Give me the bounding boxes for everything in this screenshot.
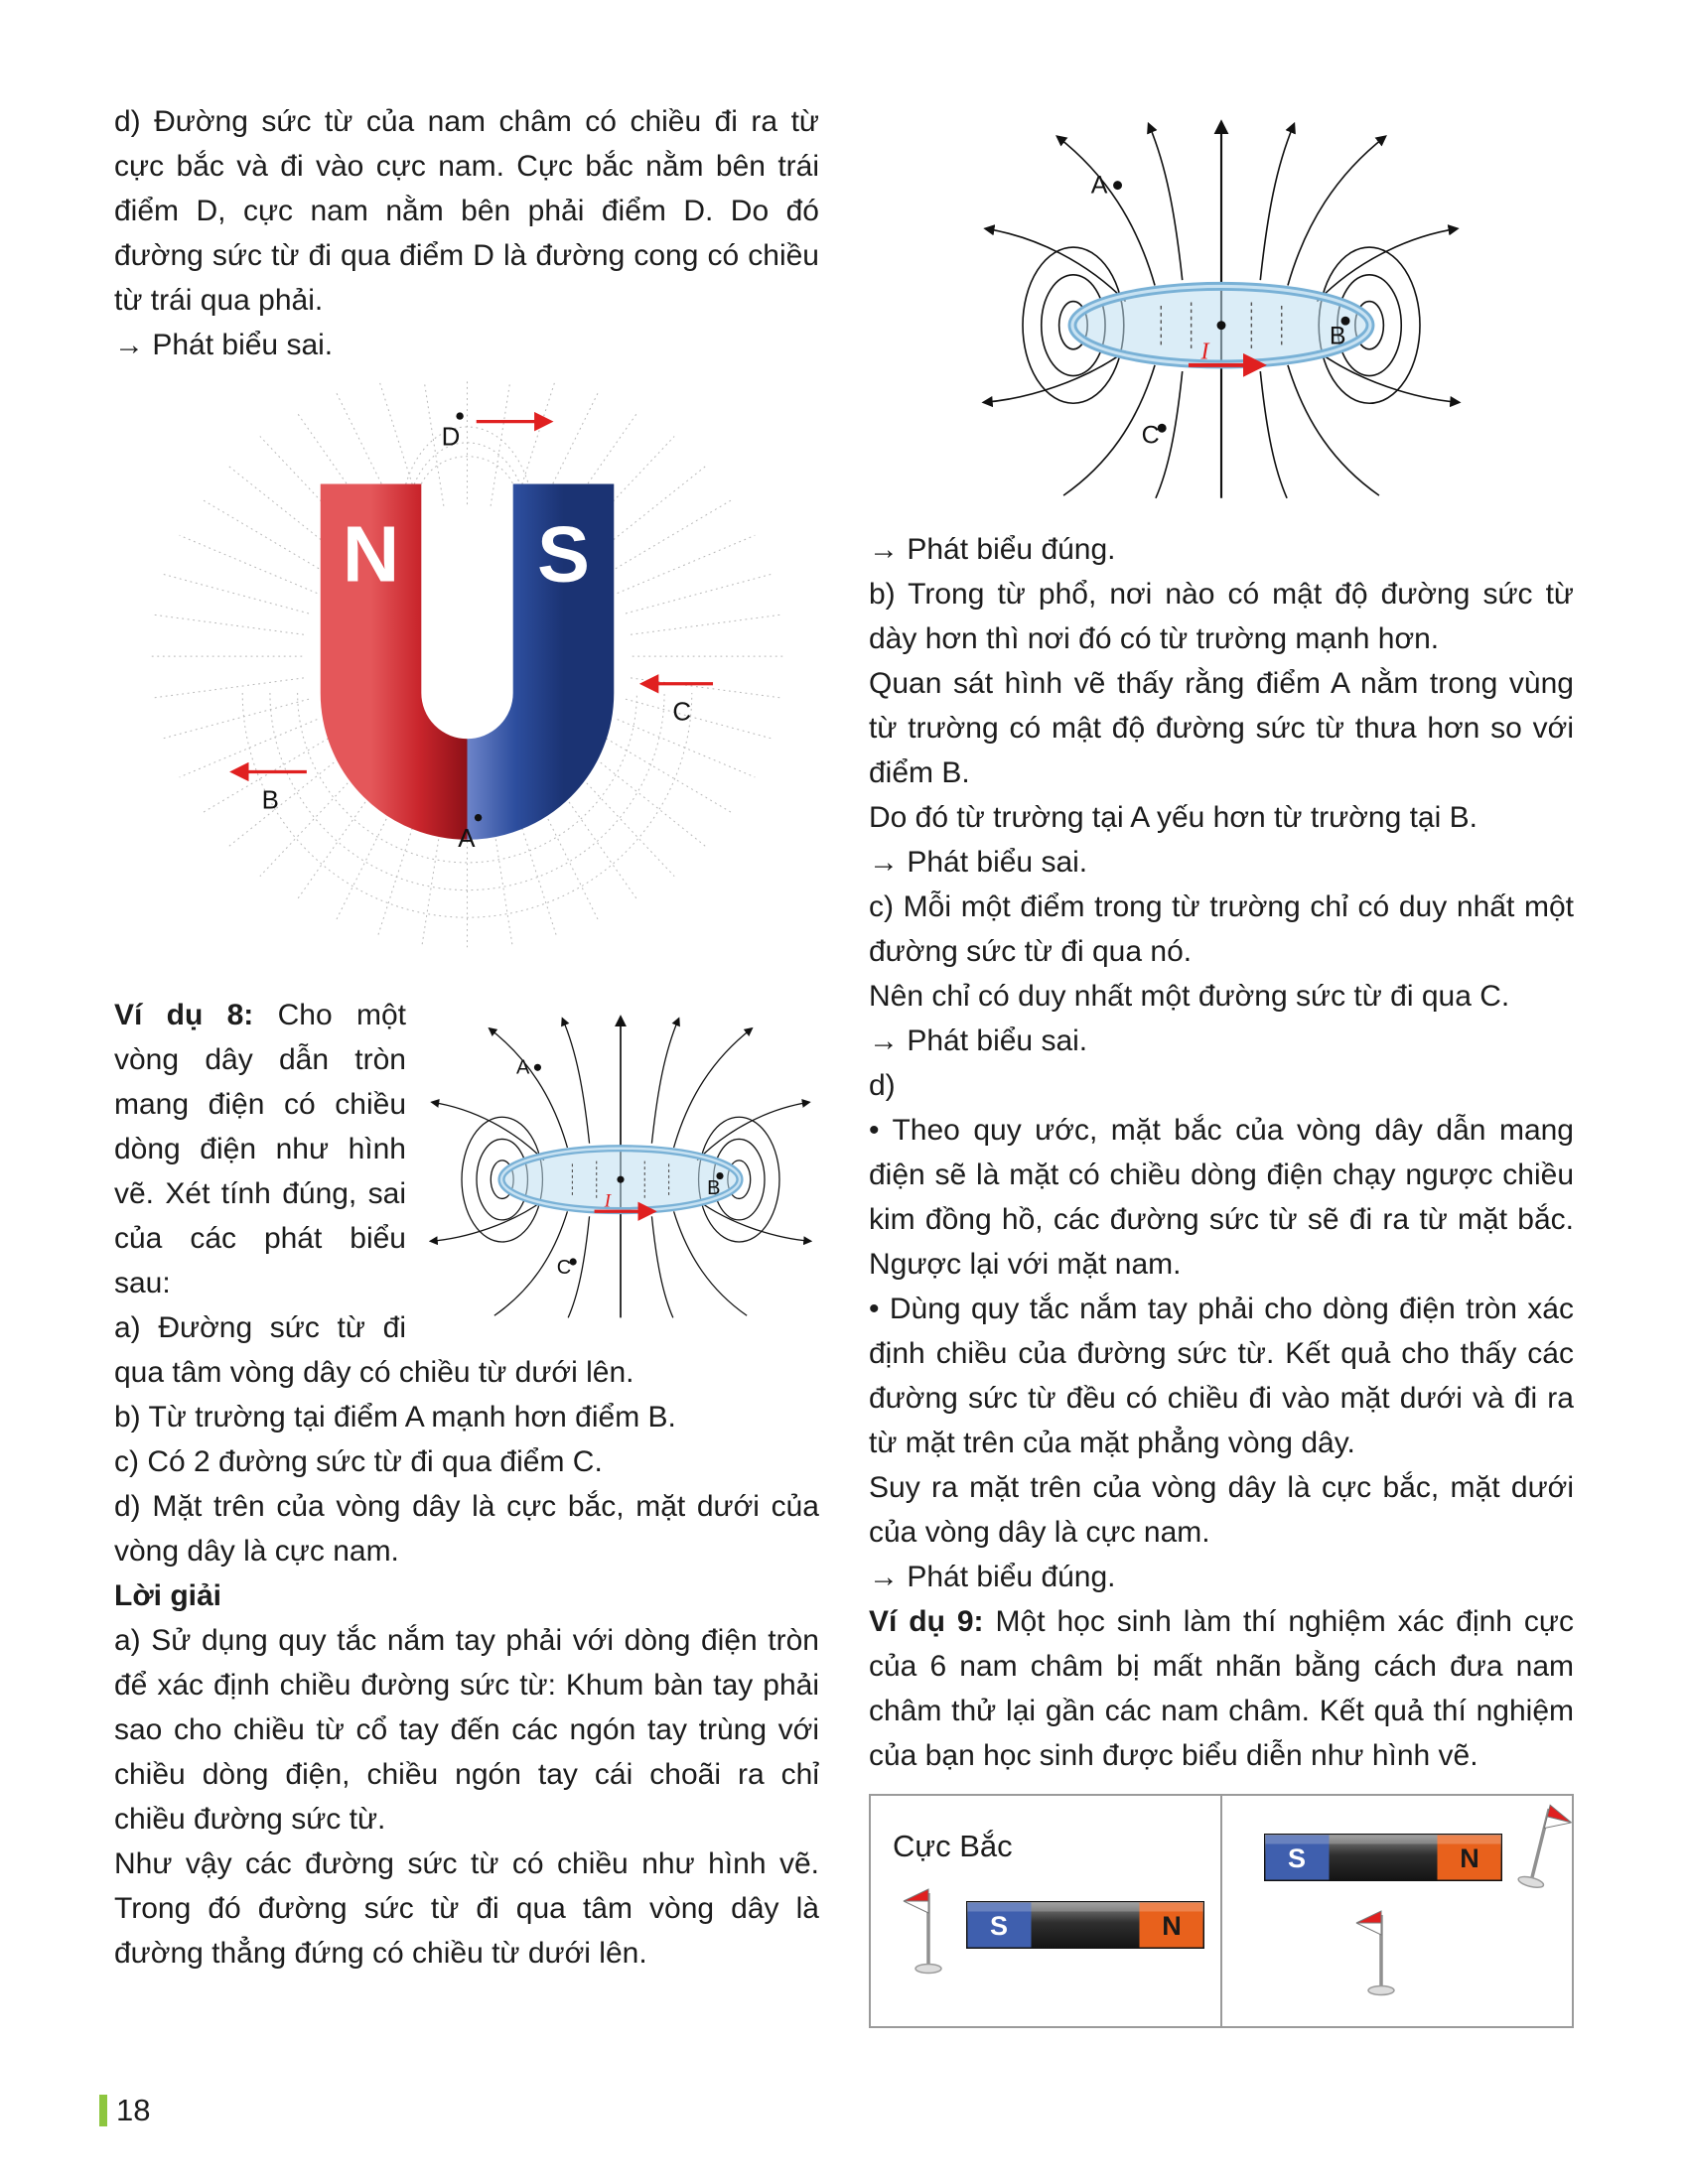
solution-d-2: • Dùng quy tắc nắm tay phải cho dòng điện tròn xác định chiều của đường sức từ. Kết quả cho thấy các đường sức từ đều có chiều đi vào mặt dưới và đi ra từ mặt trên của mặt phẳng vòng dây. bbox=[869, 1292, 1574, 1459]
point-c-label: C bbox=[1141, 421, 1160, 450]
north-direction-label: Cực Bắc bbox=[893, 1828, 1013, 1863]
solution-b-2: Quan sát hình vẽ thấy rằng điểm A nằm trong vùng từ trường có mật độ đường sức từ thưa hơn so với điểm B. bbox=[869, 666, 1574, 789]
south-pole-label: S bbox=[989, 1910, 1009, 1941]
point-a-label: A bbox=[457, 825, 476, 854]
conclusion-a: → Phát biểu đúng. bbox=[869, 532, 1116, 566]
horseshoe-magnet-svg bbox=[137, 381, 797, 977]
point-c-label: C bbox=[556, 1257, 572, 1280]
solution-d-3: Suy ra mặt trên của vòng dây là cực bắc, mặt dưới của vòng dây là cực nam. bbox=[869, 1470, 1574, 1549]
solution-b-1: b) Trong từ phổ, nơi nào có mật độ đường sức từ dày hơn thì nơi đó có từ trường mạnh hơn. bbox=[869, 577, 1574, 655]
right-column bbox=[869, 99, 1574, 2028]
example-8-item-b: b) Từ trường tại điểm A mạnh hơn điểm B. bbox=[114, 1401, 676, 1434]
bar-magnet-1 bbox=[966, 1901, 1204, 1949]
point-b-label: B bbox=[1329, 322, 1346, 350]
solution-c-1: c) Mỗi một điểm trong từ trường chỉ có duy nhất một đường sức từ đi qua nó. bbox=[869, 889, 1574, 968]
example-9-intro bbox=[869, 1599, 1574, 1778]
point-d-dot bbox=[456, 412, 463, 419]
magnet-test-panel-right bbox=[1222, 1796, 1572, 2026]
solution-d-1: • Theo quy ước, mặt bắc của vòng dây dẫn mang điện sẽ là mặt có chiều dòng điện chạy ngược chiều kim đồng hồ, các đường sức từ sẽ đi ra từ mặt bắc. Ngược lại với mặt nam. bbox=[869, 1113, 1574, 1281]
conclusion-c: → Phát biểu sai. bbox=[869, 1024, 1088, 1057]
current-label: I bbox=[1200, 339, 1209, 365]
point-a-dot bbox=[474, 814, 481, 821]
statement-d-text: d) Đường sức từ của nam châm có chiều đi ra từ cực bắc và đi vào cực nam. Cực bắc nằm bên trái điểm D, cực nam nằm bên phải điểm D. Do đó đường sức từ đi qua điểm D là đường cong có chiều từ trái qua phải. bbox=[114, 105, 819, 317]
solution-a-part2: Như vậy các đường sức từ có chiều như hình vẽ. Trong đó đường sức từ đi qua tâm vòng dây là đường thẳng đứng có chiều từ dưới lên. bbox=[114, 1847, 819, 1971]
example-8-item-a: a) Đường sức từ đi qua tâm vòng dây có chiều từ dưới lên. bbox=[114, 1311, 634, 1390]
horseshoe-magnet-figure bbox=[137, 381, 797, 977]
compass-pin-icon bbox=[1500, 1794, 1580, 1897]
solution-b-3: Do đó từ trường tại A yếu hơn từ trường tại B. bbox=[869, 800, 1477, 834]
point-a-label: A bbox=[516, 1057, 530, 1080]
conclusion-d2: → Phát biểu đúng. bbox=[869, 1560, 1116, 1593]
north-pole-label: N bbox=[1460, 1843, 1479, 1873]
magnet-test-panel-left bbox=[871, 1796, 1222, 2026]
point-a-label: A bbox=[1090, 171, 1108, 200]
solution-heading: Lời giải bbox=[114, 1579, 222, 1613]
loop-figure-small bbox=[422, 999, 819, 1325]
page-number bbox=[99, 2093, 150, 2128]
north-pole-label: N bbox=[342, 509, 399, 599]
example-8-item-c: c) Có 2 đường sức từ đi qua điểm C. bbox=[114, 1445, 603, 1479]
current-label: I bbox=[604, 1190, 611, 1212]
compass-pin-icon bbox=[1351, 1907, 1411, 1998]
field-line-rays bbox=[150, 381, 782, 947]
solution-c-2: Nên chỉ có duy nhất một đường sức từ đi qua C. bbox=[869, 979, 1510, 1013]
example-8-block bbox=[114, 993, 819, 1573]
point-c-label: C bbox=[671, 698, 691, 727]
point-b-label: B bbox=[707, 1177, 721, 1200]
compass-pin-icon bbox=[899, 1885, 958, 1977]
solution-d-heading: d) bbox=[869, 1068, 896, 1102]
solution-a-part1: a) Sử dụng quy tắc nắm tay phải với dòng điện tròn để xác định chiều đường sức từ: Khum bàn tay phải sao cho chiều từ cổ tay đến các ngón tay trùng với chiều dòng điện, chiều ngón tay cái choãi ra chỉ chiều đường sức từ. bbox=[114, 1624, 819, 1837]
page-number-text: 18 bbox=[116, 2093, 151, 2127]
example-9-title: Ví dụ 9: bbox=[869, 1604, 984, 1638]
page-number-accent-bar bbox=[99, 2095, 107, 2126]
south-pole-label: S bbox=[536, 509, 590, 599]
conclusion-d: → Phát biểu sai. bbox=[114, 329, 334, 361]
point-d-label: D bbox=[441, 423, 460, 452]
example-8-title: Ví dụ 8: bbox=[114, 999, 254, 1032]
bar-magnet-2 bbox=[1264, 1834, 1502, 1881]
conclusion-b: → Phát biểu sai. bbox=[869, 845, 1088, 879]
current-loop-svg-small bbox=[422, 999, 819, 1325]
loop-figure-large bbox=[973, 99, 1470, 507]
left-column bbox=[114, 99, 819, 2028]
example-9-intro-text: Một học sinh làm thí nghiệm xác định cực của 6 nam châm bị mất nhãn bằng cách đưa nam châm thử lại gần các nam châm. Kết quả thí nghiệm của bạn học sinh được biểu diễn như hình vẽ. bbox=[869, 1604, 1575, 1772]
north-pole-label: N bbox=[1162, 1910, 1182, 1941]
example-8-item-d: d) Mặt trên của vòng dây là cực bắc, mặt dưới của vòng dây là cực nam. bbox=[114, 1490, 819, 1569]
example-8-intro-text: Cho một vòng dây dẫn tròn mang điện có chiều dòng điện như hình vẽ. Xét tính đúng, sai của các phát biểu sau: bbox=[114, 999, 406, 1300]
current-loop-svg-large bbox=[973, 99, 1470, 507]
point-b-label: B bbox=[261, 786, 279, 815]
magnet-test-figure bbox=[869, 1794, 1574, 2028]
south-pole-label: S bbox=[1287, 1843, 1307, 1873]
